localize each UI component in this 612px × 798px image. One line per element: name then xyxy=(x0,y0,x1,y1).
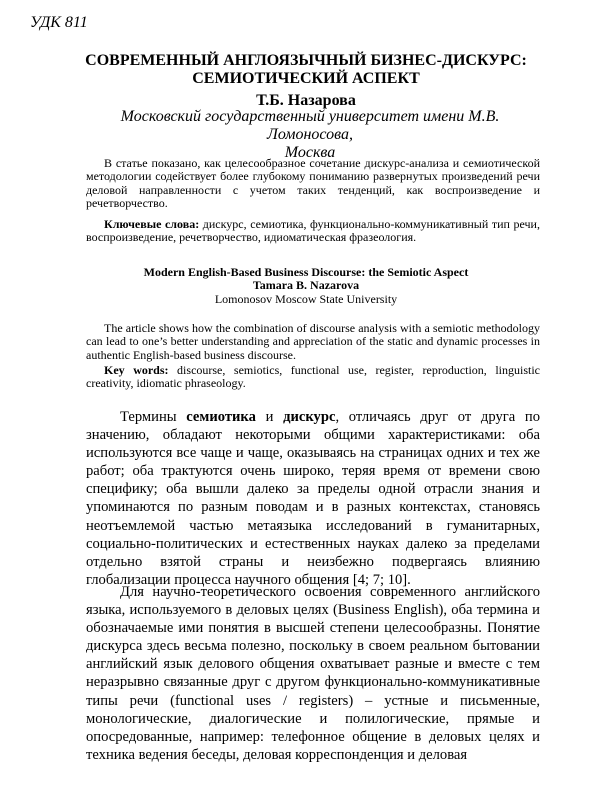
title-ru-line1: СОВРЕМЕННЫЙ АНГЛОЯЗЫЧНЫЙ БИЗНЕС-ДИСКУРС: xyxy=(85,52,527,69)
author-ru: Т.Б. Назарова xyxy=(256,92,356,109)
keywords-en-label: Key words: xyxy=(104,363,169,377)
udk-code: УДК 811 xyxy=(30,14,88,31)
keywords-ru-text: дискурс, семиотика, функционально-коммуникативный тип речи, воспроизведение, речетворчество, идиоматическая фразеология. xyxy=(86,217,540,245)
affiliation-ru xyxy=(90,108,530,162)
affiliation-en: Lomonosov Moscow State University xyxy=(214,292,398,306)
body-p1-rest: , отличаясь друг от друга по значению, обладают некоторыми общими характеристиками: оба используются все чаще и чаще, оказываясь на страницах одних и тех же работ; оба трактуются очень широко, теряя время от времени свою специфику; оба вышли далеко за пределы одной отрасли знания и упоминаются по разным поводам и в разных контекстах, становясь неотъемлемой частью метаязыка исследований в гуманитарных, социально-политических и естественных науках далеко за пределами отдельно взятой страны и неизбежно подвергаясь влиянию глобализации процесса научного общения [4; 7; 10]. xyxy=(86,409,540,588)
keywords-ru xyxy=(86,218,540,245)
title-en: Modern English-Based Business Discourse: the Semiotic Aspect xyxy=(143,265,469,279)
term-semiotics: семиотика xyxy=(186,409,256,425)
term-discourse: дискурс xyxy=(283,409,336,425)
abstract-ru: В статье показано, как целесообразное сочетание дискурс-анализа и семиотической методологии содействует более глубокому пониманию развернутых произведений речи деловой направленности с учетом таких тенденций, как воспроизведение и речетворчество. xyxy=(86,156,540,211)
keywords-en-text: discourse, semiotics, functional use, register, reproduction, linguistic creativity, idiomatic phraseology. xyxy=(86,363,540,391)
abstract-en: The article shows how the combination of discourse analysis with a semiotic methodology can lead to one’s better understanding and appreciation of the static and dynamic processes in authentic English-based business discourse. xyxy=(86,321,540,362)
affiliation-ru-line2: Москва xyxy=(284,144,336,161)
body-p1-and: и xyxy=(255,409,284,425)
body-p1-intro: Термины xyxy=(120,409,187,425)
body-paragraph-1 xyxy=(86,408,540,589)
keywords-en xyxy=(86,364,540,391)
title-ru-line2: СЕМИОТИЧЕСКИЙ АСПЕКТ xyxy=(192,70,420,87)
author-en: Tamara B. Nazarova xyxy=(252,278,360,292)
affiliation-ru-line1: Московский государственный университет имени М.В. Ломоносова, xyxy=(120,108,500,143)
title-ru xyxy=(60,52,552,88)
body-paragraph-2: Для научно-теоретического освоения современного английского языка, используемого в деловых целях (Business English), оба термина и обозначаемые ими понятия в высшей степени целесообразны. Понятие дискурса здесь весьма полезно, поскольку в своем реальном бытовании английский язык делового общения охватывает разные и вместе с тем неразрывно связанные друг с другом функционально-коммуникативные типы речи (functional uses / registers) – устные и письменные, монологические, диалогические и полилогические, прямые и опосредованные, например: телефонное общение в деловых целях и техника ведения беседы, деловая корреспонденция и деловая xyxy=(86,584,540,763)
keywords-ru-label: Ключевые слова: xyxy=(104,217,200,231)
